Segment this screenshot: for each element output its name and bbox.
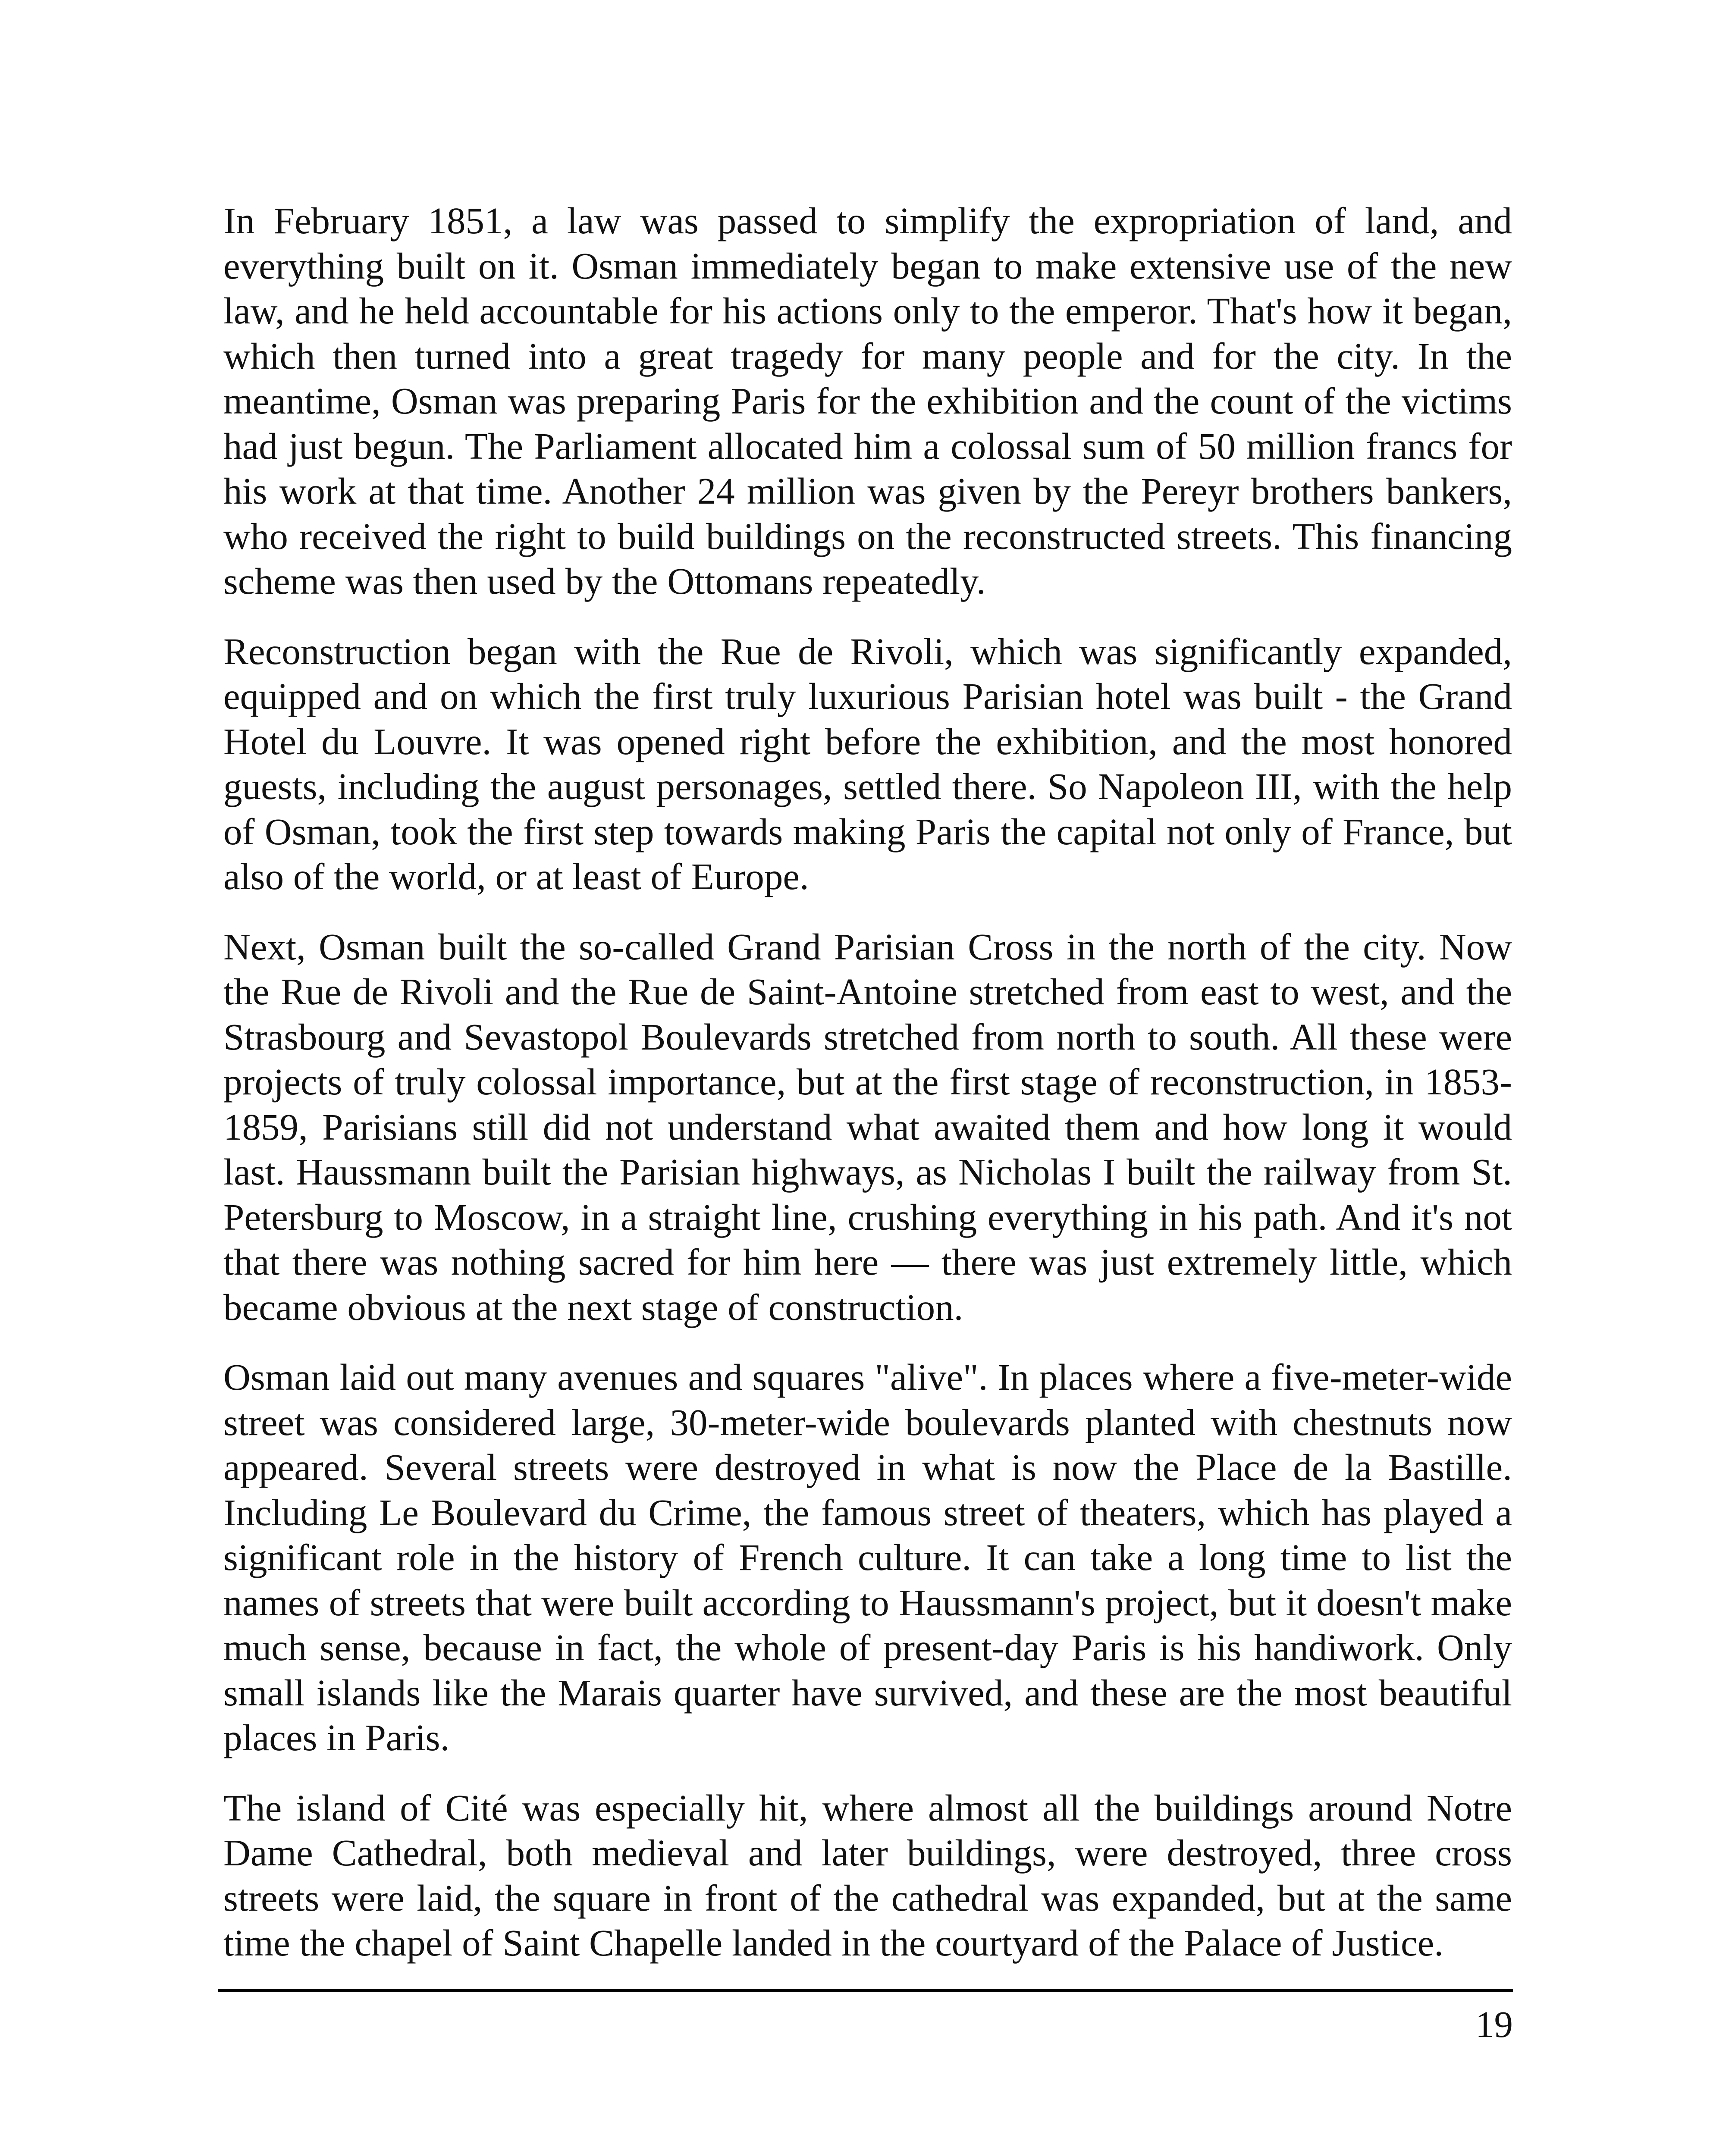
footer-divider [218, 1989, 1513, 1992]
paragraph: In February 1851, a law was passed to simplify the expropriation of land, and everything built on it. Osman immediately began to make extensive use of the new law, and he held accountable for his actions only to the emperor. That's how it began, which then turned into a great tragedy for many people and for the city. In the meantime, Osman was preparing Paris for the exhibition and the count of the victims had just begun. The Parliament allocated him a colossal sum of 50 million francs for his work at that time. Another 24 million was given by the Pereyr brothers bankers, who received the right to build buildings on the reconstructed streets. This financing scheme was then used by the Ottomans repeatedly. [223, 200, 1512, 602]
paragraph: Reconstruction began with the Rue de Rivoli, which was significantly expanded, equipped and on which the first truly luxurious Parisian hotel was built - the Grand Hotel du Louvre. It was opened right before the exhibition, and the most honored guests, including the august personages, settled there. So Napoleon III, with the help of Osman, took the first step towards making Paris the capital not only of France, but also of the world, or at least of Europe. [223, 630, 1512, 897]
body-text [223, 198, 1512, 1991]
paragraph: The island of Cité was especially hit, where almost all the buildings around Notre Dame Cathedral, both medieval and later buildings, were destroyed, three cross streets were laid, the square in front of the cathedral was expanded, but at the same time the chapel of Saint Chapelle landed in the courtyard of the Palace of Justice. [223, 1786, 1512, 1964]
page-number: 19 [1475, 2003, 1513, 2045]
paragraph: Next, Osman built the so-called Grand Parisian Cross in the north of the city. Now the Rue de Rivoli and the Rue de Saint-Antoine stretched from east to west, and the Strasbourg and Sevastopol Boulevards stretched from north to south. All these were projects of truly colossal importance, but at the first stage of reconstruction, in 1853-1859, Parisians still did not understand what awaited them and how long it would last. Haussmann built the Parisian highways, as Nicholas I built the railway from St. Petersburg to Moscow, in a straight line, crushing everything in his path. And it's not that there was nothing sacred for him here — there was just extremely little, which became obvious at the next stage of construction. [223, 925, 1512, 1328]
paragraph: Osman laid out many avenues and squares "alive". In places where a five-meter-wide street was considered large, 30-meter-wide boulevards planted with chestnuts now appeared. Several streets were destroyed in what is now the Place de la Bastille. Including Le Boulevard du Crime, the famous street of theaters, which has played a significant role in the history of French culture. It can take a long time to list the names of streets that were built according to Haussmann's project, but it doesn't make much sense, because in fact, the whole of present-day Paris is his handiwork. Only small islands like the Marais quarter have survived, and these are the most beautiful places in Paris. [223, 1356, 1512, 1758]
